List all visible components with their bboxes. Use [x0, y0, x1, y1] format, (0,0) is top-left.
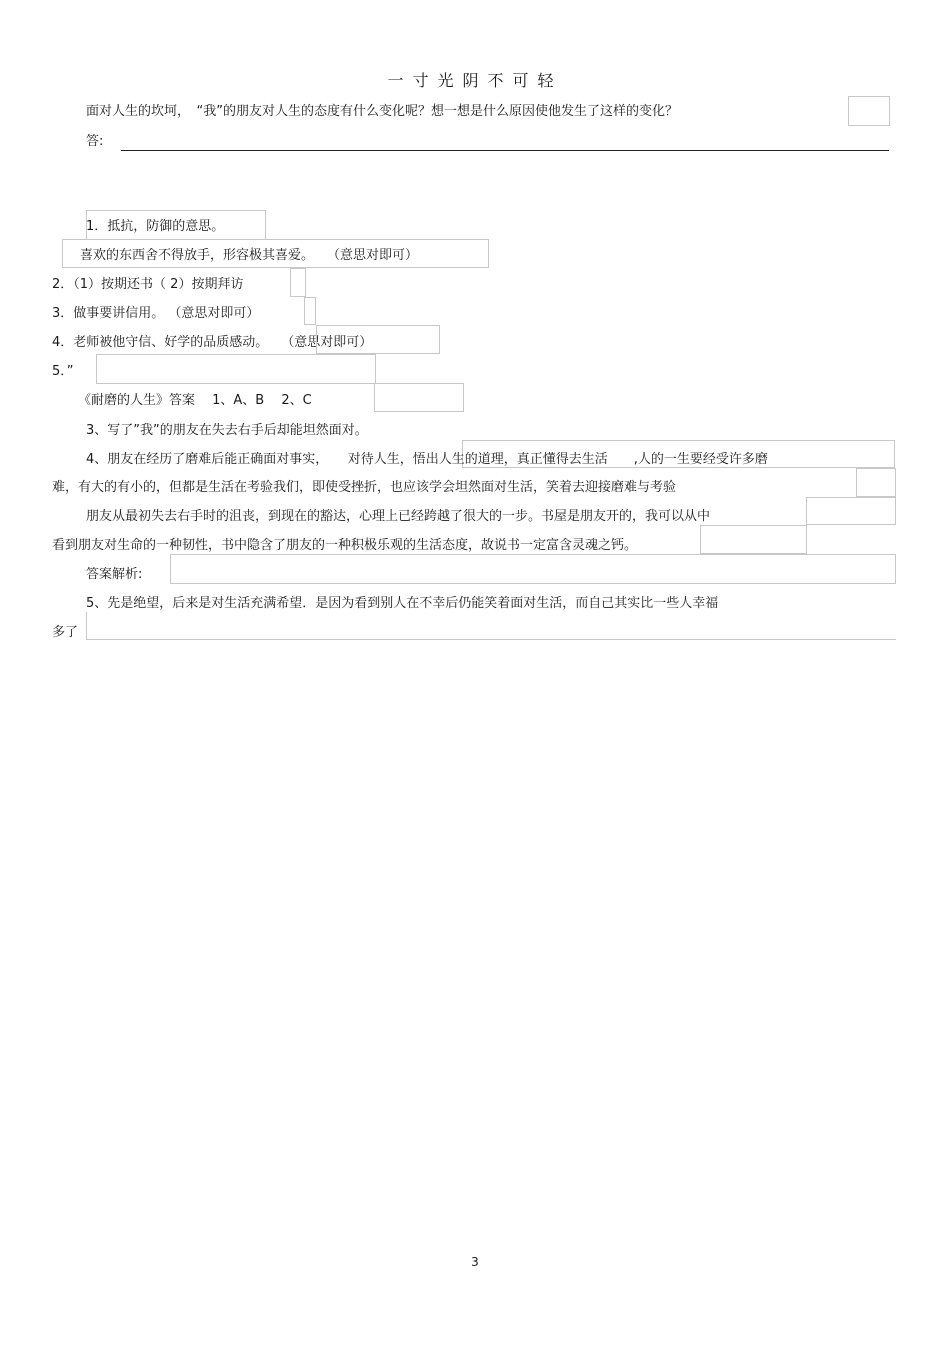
text-frame: [806, 497, 896, 525]
text-frame: [316, 325, 440, 354]
answer-line-1: 1．抵抗，防御的意思。: [86, 219, 225, 234]
text-frame: [62, 239, 489, 268]
answer-line-7: 《耐磨的人生》答案 1、A、B 2、C: [78, 393, 312, 408]
text-frame: [96, 354, 376, 384]
text-frame: [700, 525, 807, 554]
answer-line-10: 难，有大的有小的，但都是生活在考验我们，即使受挫折，也应该学会坦然面对生活，笑着去迎接磨难与考验: [52, 480, 677, 495]
answer-line-13: 答案解析:: [86, 567, 143, 582]
answer-line: [121, 150, 889, 151]
question-text: 面对人生的坎坷， “我”的朋友对人生的态度有什么变化呢？想一想是什么原因使他发生了这样的变化？: [86, 104, 678, 119]
answer-line-14: 5、先是绝望，后来是对生活充满希望．是因为看到别人在不幸后仍能笑着面对生活，而自己其实比一些人幸福: [86, 596, 719, 611]
answer-line-8: 3、写了”我”的朋友在失去右手后却能坦然面对。: [86, 423, 368, 438]
page-number: 3: [471, 1255, 479, 1269]
answer-line-11: 朋友从最初失去右手时的沮丧，到现在的豁达，心理上已经跨越了很大的一步。书屋是朋友开的，我可以从中: [86, 509, 711, 524]
page-header: 一寸光阴不可轻: [387, 71, 563, 90]
text-frame: [290, 268, 306, 297]
answer-line-12: 看到朋友对生命的一种韧性，书中隐含了朋友的一种积极乐观的生活态度，故说书一定富含灵魂之钙。: [52, 538, 638, 553]
text-frame: [848, 96, 890, 126]
answer-line-4: 3．做事要讲信用。 （意思对即可）: [52, 306, 260, 321]
text-frame: [86, 210, 266, 240]
answer-line-2: 喜欢的东西舍不得放手，形容极其喜爱。 （意思对即可）: [80, 248, 419, 263]
answer-line-15: 多了: [52, 625, 79, 640]
answer-line-5: 4．老师被他守信、好学的品质感动。 （意思对即可）: [52, 335, 373, 350]
text-frame: [86, 612, 896, 640]
answer-line-9: 4、朋友在经历了磨难后能正确面对事实， 对待人生，悟出人生的道理，真正懂得去生活 ,人的一生要经受许多磨: [86, 452, 768, 467]
text-frame: [374, 383, 464, 412]
answer-line-6: 5．”: [52, 364, 74, 379]
answer-line-3: 2．（1）按期还书（ 2）按期拜访: [52, 277, 244, 292]
text-frame: [304, 297, 316, 325]
text-frame: [856, 468, 896, 497]
answer-label: 答:: [86, 134, 104, 149]
text-frame: [170, 554, 896, 584]
